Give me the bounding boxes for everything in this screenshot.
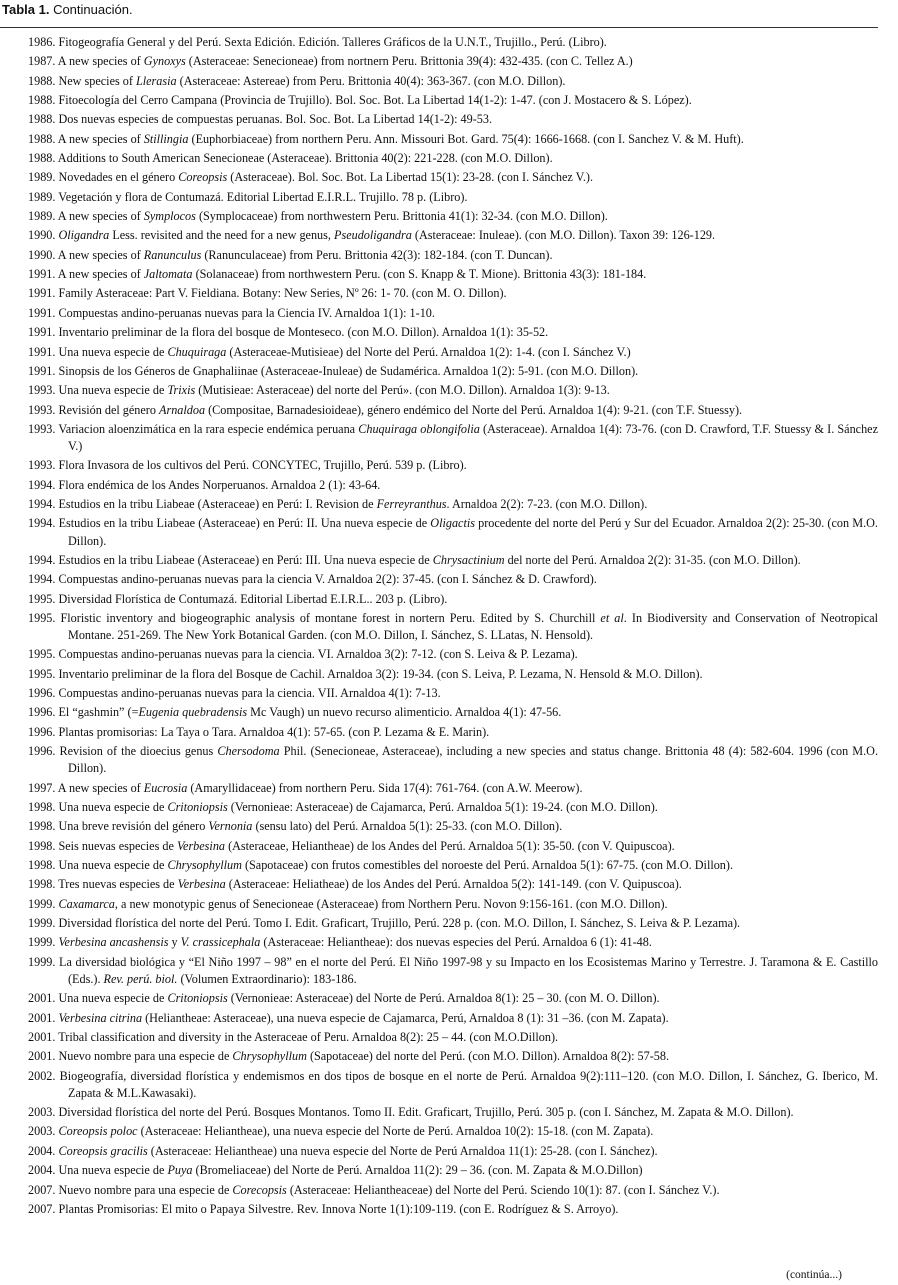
- reference-entry: [28, 515, 878, 549]
- reference-text: (Vernonieae: Asteraceae) de Cajamarca, Perú. Arnaldoa 5(1): 19-24. (con M.O. Dillon).: [227, 800, 658, 814]
- reference-entry: [28, 382, 878, 399]
- reference-entry: [28, 915, 878, 932]
- taxon-name: Corecopsis: [232, 1182, 287, 1197]
- reference-entry: [28, 324, 878, 341]
- reference-text: 2002. Biogeografía, diversidad florística y endemismos en dos tipos de bosque en el norte de Perú. Arnaldoa 9(2):111–120. (con M.O. Dillon, I. Sánchez, G. Iberico, M. Zapata & M.L.Kawasaki).: [28, 1068, 878, 1100]
- reference-text: 1994. Estudios en la tribu Liabeae (Asteraceae) en Perú: III. Una nueva especie de: [28, 552, 433, 567]
- taxon-name: Gynoxys: [143, 54, 186, 69]
- reference-entry: [28, 954, 878, 988]
- reference-text: 2004.: [28, 1143, 59, 1158]
- reference-entry: [28, 421, 878, 455]
- reference-text: (Bromeliaceae) del Norte de Perú. Arnaldoa 11(2): 29 – 36. (con. M. Zapata & M.O.Dillon): [192, 1163, 643, 1178]
- reference-text: 1991. Compuestas andino-peruanas nuevas para la Ciencia IV. Arnaldoa 1(1): 1-10.: [28, 305, 435, 320]
- reference-text: (Mutisieae: Asteraceae) del norte del Perú». (con M.O. Dillon). Arnaldoa 1(3): 9-13.: [195, 383, 610, 398]
- reference-entry: [28, 876, 878, 893]
- reference-entry: [28, 571, 878, 588]
- taxon-name: Chrysactinium: [432, 552, 505, 567]
- reference-text: (Sapotaceae) con frutos comestibles del noroeste del Perú. Arnaldoa 5(1): 67-75. (con M.O. Dillon).: [241, 858, 734, 873]
- reference-entry: [28, 1162, 878, 1179]
- reference-entry: [28, 838, 878, 855]
- reference-text: 2007. Nuevo nombre para una especie de: [28, 1182, 233, 1197]
- reference-entry: [28, 685, 878, 702]
- taxon-name: Chrysophyllum: [167, 858, 242, 873]
- reference-text: 1998. Tres nuevas especies de: [28, 877, 178, 892]
- reference-entry: [28, 496, 878, 513]
- taxon-name: Critoniopsis: [167, 991, 228, 1006]
- reference-list: [28, 34, 878, 1220]
- reference-text: 1998. Una nueva especie de: [28, 858, 168, 873]
- reference-text: 1995. Inventario preliminar de la flora del Bosque de Cachil. Arnaldoa 3(2): 19-34. (con S. Leiva, P. Lezama, N. Hensold & M.O. Dillon).: [28, 666, 703, 681]
- reference-entry: [28, 1010, 878, 1027]
- reference-text: (Amaryllidaceae) from northern Peru. Sida 17(4): 761-764. (con A.W. Meerow).: [187, 780, 583, 795]
- reference-entry: [28, 402, 878, 419]
- reference-text: procedente del norte del Perú y Sur del Ecuador. Arnaldoa 2(2): 25-30. (con M.O. Dillon).: [68, 516, 878, 548]
- reference-text: 1997. A new species of: [28, 780, 144, 795]
- taxon-name: et al: [600, 610, 624, 625]
- reference-entry: [28, 150, 878, 167]
- reference-entry: [28, 552, 878, 569]
- reference-text: 1989. A new species of: [28, 209, 144, 224]
- reference-text: 1993. Revisión del género: [28, 402, 159, 417]
- taxon-name: Symplocos: [143, 209, 196, 224]
- reference-text: 1998. Una nueva especie de: [28, 800, 168, 814]
- taxon-name: Chuquiraga: [167, 344, 227, 359]
- taxon-name: Ferreyranthus: [376, 497, 447, 512]
- reference-text: (Asteraceae, Heliantheae) de los Andes del Perú. Arnaldoa 5(1): 35-50. (con V. Quipuscoa).: [225, 838, 675, 853]
- reference-entry: [28, 285, 878, 302]
- reference-text: 2001.: [28, 1010, 59, 1025]
- taxon-name: Verbesina: [177, 877, 226, 892]
- reference-entry: [28, 1201, 878, 1218]
- reference-entry: [28, 189, 878, 206]
- reference-text: 1999. Diversidad florística del norte del Perú. Tomo I. Edit. Graficart, Trujillo, Perú. 228 p. (con. M.O. Dillon, I. Sánchez, S. Leiva & P. Lezama).: [28, 916, 741, 931]
- reference-text: 2007. Plantas Promisorias: El mito o Papaya Silvestre. Rev. Innova Norte 1(1):109-119. (con E. Rodríguez & S. Arroyo).: [28, 1201, 619, 1216]
- reference-text: 1988. Fitoecología del Cerro Campana (Provincia de Trujillo). Bol. Soc. Bot. La Libertad 14(1-2): 1-47. (con J. Mostacero & S. López).: [28, 93, 692, 108]
- reference-text: 1994. Flora endémica de los Andes Norperuanos. Arnaldoa 2 (1): 43-64.: [28, 477, 381, 492]
- reference-text: 1994. Estudios en la tribu Liabeae (Asteraceae) en Perú: I. Revision de: [28, 497, 377, 512]
- reference-text: (Vernonieae: Asteraceae) del Norte de Perú. Arnaldoa 8(1): 25 – 30. (con M. O. Dillon).: [227, 991, 660, 1006]
- reference-entry: [28, 477, 878, 494]
- reference-entry: [28, 896, 878, 913]
- reference-text: 1999. La diversidad biológica y “El Niño 1997 – 98” en el norte del Perú. El Niño 1997-98 y su Impacto en los Ecosistemas Marino y Terrestre. J. Taramona & E. Castillo (Eds.).: [28, 954, 878, 986]
- taxon-name: Trixis: [167, 383, 196, 398]
- taxon-name: Ranunculus: [143, 247, 202, 262]
- taxon-name: Caxamarca: [58, 896, 115, 911]
- reference-text: 2003.: [28, 1124, 59, 1139]
- reference-entry: [28, 208, 878, 225]
- reference-text: (Asteraceae: Astereae) from Peru. Brittonia 40(4): 363-367. (con M.O. Dillon).: [176, 73, 566, 88]
- reference-text: (Euphorbiaceae) from northern Peru. Ann. Missouri Bot. Gard. 75(4): 1666-1668. (con I. Sanchez V. & M. Huft).: [188, 131, 744, 146]
- reference-entry: [28, 780, 878, 797]
- reference-entry: [28, 363, 878, 380]
- reference-entry: [28, 1048, 878, 1065]
- reference-entry: [28, 818, 878, 835]
- reference-text: 1989. Novedades en el género: [28, 170, 179, 185]
- reference-entry: [28, 131, 878, 148]
- reference-text: 1990. A new species of: [28, 247, 144, 262]
- reference-text: 1996. El “gashmin” (=: [28, 705, 139, 720]
- reference-text: (Asteraceae: Heliantheaceae) del Norte del Perú. Sciendo 10(1): 87. (con I. Sánchez V.).: [286, 1182, 720, 1197]
- reference-text: 1994. Compuestas andino-peruanas nuevas para la ciencia V. Arnaldoa 2(2): 37-45. (con I. Sánchez & D. Crawford).: [28, 572, 597, 587]
- taxon-name: Coreopsis gracilis: [58, 1143, 148, 1158]
- reference-text: . In Biodiversity and Conservation of Neotropical Montane. 251-269. The New York Botanical Garden. (con M.O. Dillon, I. Sánchez, S. LLatas, N. Hensold).: [68, 610, 878, 643]
- taxon-name: Vernonia: [208, 819, 253, 834]
- reference-entry: [28, 247, 878, 264]
- reference-entry: [28, 111, 878, 128]
- reference-text: 2003. Diversidad florística del norte del Perú. Bosques Montanos. Tomo II. Edit. Graficart, Trujillo, Perú. 305 p. (con I. Sánchez, M. Zapata & M.O. Dillon).: [28, 1105, 794, 1120]
- reference-text: , a new monotypic genus of Senecioneae (Asteraceae) from Northern Peru. Novon 9:156-161. (con M.O. Dillon).: [114, 896, 668, 911]
- reference-text: 1996. Plantas promisorias: La Taya o Tara. Arnaldoa 4(1): 57-65. (con P. Lezama & E. Marin).: [28, 724, 490, 739]
- taxon-name: Verbesina: [176, 838, 226, 853]
- table-caption-label: Tabla 1.: [2, 2, 50, 17]
- taxon-name: Oligandra: [58, 228, 110, 243]
- reference-text: (Compositae, Barnadesioideae), género endémico del Norte del Perú. Arnaldoa 1(4): 9-21. (con T.F. Stuessy).: [205, 402, 743, 417]
- reference-text: 1988. A new species of: [28, 131, 144, 146]
- reference-text: (Asteraceae: Heliantheae): dos nuevas especies del Perú. Arnaldoa 6 (1): 41-48.: [260, 935, 652, 950]
- taxon-name: Rev. perú. biol.: [103, 971, 178, 986]
- reference-entry: [28, 344, 878, 361]
- reference-entry: [28, 743, 878, 777]
- reference-entry: [28, 646, 878, 663]
- reference-text: 1988. Additions to South American Senecioneae (Asteraceae). Brittonia 40(2): 221-228. (con M.O. Dillon).: [28, 151, 553, 166]
- reference-text: . Arnaldoa 2(2): 7-23. (con M.O. Dillon).: [446, 497, 648, 512]
- reference-text: 1991. A new species of: [28, 267, 144, 282]
- reference-entry: [28, 34, 878, 51]
- reference-text: (Asteraceae: Inuleae). (con M.O. Dillon). Taxon 39: 126-129.: [411, 228, 716, 243]
- reference-entry: [28, 1068, 878, 1102]
- reference-entry: [28, 227, 878, 244]
- reference-entry: [28, 1123, 878, 1140]
- reference-text: 1988. Dos nuevas especies de compuestas peruanas. Bol. Soc. Bot. La Libertad 14(1-2): 49-53.: [28, 112, 493, 127]
- reference-entry: [28, 73, 878, 90]
- reference-text: (Volumen Extraordinario): 183-186.: [177, 971, 357, 986]
- reference-text: 1996. Compuestas andino-peruanas nuevas para la ciencia. VII. Arnaldoa 4(1): 7-13.: [28, 686, 441, 701]
- reference-text: (Solanaceae) from northwestern Peru. (con S. Knapp & T. Mione). Brittonia 43(3): 181-184.: [192, 267, 647, 282]
- taxon-name: V. crassicephala: [180, 935, 261, 950]
- reference-entry: [28, 704, 878, 721]
- reference-entry: [28, 53, 878, 70]
- reference-text: Less. revisited and the need for a new genus,: [109, 228, 334, 243]
- reference-text: 1991. Una nueva especie de: [28, 344, 168, 359]
- caption-divider: [0, 27, 878, 28]
- continued-note: (continúa...): [786, 1269, 842, 1281]
- reference-text: (Asteraceae: Heliatheae) de los Andes del Perú. Arnaldoa 5(2): 141-149. (con V. Quipuscoa).: [225, 877, 682, 892]
- reference-entry: [28, 1143, 878, 1160]
- reference-entry: [28, 1104, 878, 1121]
- reference-text: 1996. Revision of the dioecius genus: [28, 744, 218, 759]
- reference-entry: [28, 857, 878, 874]
- reference-entry: [28, 799, 878, 816]
- reference-entry: [28, 934, 878, 951]
- reference-text: (Asteraceae: Heliantheae) una nueva especie del Norte de Perú Arnaldoa 11(1): 25-28. (con I. Sánchez).: [147, 1143, 658, 1158]
- taxon-name: Chersodoma: [217, 744, 280, 759]
- reference-text: 1991. Family Asteraceae: Part V. Fieldiana. Botany: New Series, Nº 26: 1- 70. (con M. O. Dillon).: [28, 286, 507, 301]
- reference-text: 1993. Variacion aloenzimática en la rara especie endémica peruana: [28, 421, 359, 436]
- reference-text: 1995. Floristic inventory and biogeographic analysis of montane forest in nortern Peru. Edited by S. Churchill: [28, 610, 601, 625]
- reference-text: 2001. Tribal classification and diversity in the Asteraceae of Peru. Arnaldoa 8(2): 25 – 44. (con M.O.Dillon).: [28, 1029, 559, 1044]
- reference-text: (Asteraceae: Heliantheae), una nueva especie del Norte de Perú. Arnaldoa 10(2): 15-18. (con M. Zapata).: [137, 1124, 654, 1139]
- reference-entry: [28, 266, 878, 283]
- reference-text: y: [168, 935, 181, 950]
- reference-text: 1989. Vegetación y flora de Contumazá. Editorial Libertad E.I.R.L. Trujillo. 78 p. (Libro).: [28, 189, 468, 204]
- reference-text: 1991. Inventario preliminar de la flora del bosque de Monteseco. (con M.O. Dillon). Arnaldoa 1(1): 35-52.: [28, 325, 549, 340]
- taxon-name: Chrysophyllum: [232, 1049, 307, 1064]
- table-caption: [2, 2, 133, 17]
- reference-text: 1999.: [28, 896, 59, 911]
- reference-entry: [28, 990, 878, 1007]
- reference-text: 1998. Una breve revisión del género: [28, 819, 209, 834]
- taxon-name: Chuquiraga oblongifolia: [358, 421, 480, 436]
- reference-text: 1988. New species of: [28, 73, 136, 88]
- taxon-name: Eucrosia: [143, 780, 188, 795]
- table-caption-text: Continuación.: [49, 2, 133, 17]
- reference-text: (Ranunculaceae) from Peru. Brittonia 42(3): 182-184. (con T. Duncan).: [201, 247, 553, 262]
- taxon-name: Oligactis: [430, 516, 475, 531]
- reference-text: (Symplocaceae) from northwestern Peru. Brittonia 41(1): 32-34. (con M.O. Dillon).: [195, 209, 608, 224]
- reference-entry: [28, 591, 878, 608]
- taxon-name: Llerasia: [135, 73, 177, 88]
- taxon-name: Critoniopsis: [167, 800, 228, 814]
- reference-text: 1995. Diversidad Florística de Contumazá. Editorial Libertad E.I.R.L.. 203 p. (Libro).: [28, 591, 448, 606]
- reference-text: Phil. (Senecioneae, Asteraceae), including a new species and status change. Brittonia 48 (4): 582-604. 1996 (con M.O. Dillon).: [68, 744, 878, 776]
- reference-text: (Asteraceae). Arnaldoa 1(4): 73-76. (con D. Crawford, T.F. Stuessy & I. Sánchez V.): [68, 421, 878, 454]
- reference-text: 1993. Una nueva especie de: [28, 383, 168, 398]
- taxon-name: Verbesina ancashensis: [58, 935, 169, 950]
- reference-text: (sensu lato) del Perú. Arnaldoa 5(1): 25-33. (con M.O. Dillon).: [252, 819, 563, 834]
- taxon-name: Puya: [167, 1163, 193, 1178]
- reference-entry: [28, 724, 878, 741]
- taxon-name: Coreopsis poloc: [58, 1124, 138, 1139]
- reference-entry: [28, 666, 878, 683]
- reference-text: Mc Vaugh) un nuevo recurso alimenticio. Arnaldoa 4(1): 47-56.: [247, 705, 562, 720]
- taxon-name: Arnaldoa: [159, 402, 206, 417]
- reference-entry: [28, 92, 878, 109]
- reference-text: 2004. Una nueva especie de: [28, 1163, 168, 1178]
- reference-text: (Asteraceae: Senecioneae) from nortnern Peru. Brittonia 39(4): 432-435. (con C. Tellez A.): [185, 54, 633, 69]
- reference-text: 1999.: [28, 935, 59, 950]
- reference-text: 1990.: [28, 228, 59, 243]
- reference-text: 1991. Sinopsis de los Géneros de Gnaphaliinae (Asteraceae-Inuleae) de Sudamérica. Arnaldoa 1(2): 5-91. (con M.O. Dillon).: [28, 363, 639, 378]
- reference-text: 1987. A new species of: [28, 54, 144, 69]
- taxon-name: Coreopsis: [178, 170, 228, 185]
- reference-text: 1986. Fitogeografía General y del Perú. Sexta Edición. Edición. Talleres Gráficos de la U.N.T., Trujillo., Perú. (Libro).: [28, 35, 607, 49]
- reference-entry: [28, 305, 878, 322]
- reference-entry: [28, 1182, 878, 1199]
- reference-entry: [28, 457, 878, 474]
- reference-text: 1995. Compuestas andino-peruanas nuevas para la ciencia. VI. Arnaldoa 3(2): 7-12. (con S. Leiva & P. Lezama).: [28, 647, 578, 662]
- reference-text: (Heliantheae: Asteraceae), una nueva especie de Cajamarca, Perú, Arnaldoa 8 (1): 31 –36. (con M. Zapata).: [142, 1010, 669, 1025]
- reference-entry: [28, 169, 878, 186]
- reference-text: del norte del Perú. Arnaldoa 2(2): 31-35. (con M.O. Dillon).: [504, 552, 801, 567]
- reference-entry: [28, 1029, 878, 1046]
- reference-text: 1994. Estudios en la tribu Liabeae (Asteraceae) en Perú: II. Una nueva especie de: [28, 516, 431, 531]
- reference-text: (Asteraceae). Bol. Soc. Bot. La Libertad 15(1): 23-28. (con I. Sánchez V.).: [227, 170, 593, 185]
- reference-text: 2001. Nuevo nombre para una especie de: [28, 1049, 233, 1064]
- taxon-name: Stillingia: [143, 131, 189, 146]
- reference-text: 2001. Una nueva especie de: [28, 991, 168, 1006]
- reference-text: 1998. Seis nuevas especies de: [28, 838, 177, 853]
- taxon-name: Jaltomata: [143, 267, 193, 282]
- taxon-name: Pseudoligandra: [334, 228, 412, 243]
- reference-text: (Sapotaceae) del norte del Perú. (con M.O. Dillon). Arnaldoa 8(2): 57-58.: [306, 1049, 670, 1064]
- reference-text: (Asteraceae-Mutisieae) del Norte del Perú. Arnaldoa 1(2): 1-4. (con I. Sánchez V.): [226, 344, 631, 359]
- reference-text: 1993. Flora Invasora de los cultivos del Perú. CONCYTEC, Trujillo, Perú. 539 p. (Libro).: [28, 458, 467, 473]
- reference-entry: [28, 610, 878, 644]
- taxon-name: Verbesina citrina: [58, 1010, 143, 1025]
- taxon-name: Eugenia quebradensis: [138, 705, 248, 720]
